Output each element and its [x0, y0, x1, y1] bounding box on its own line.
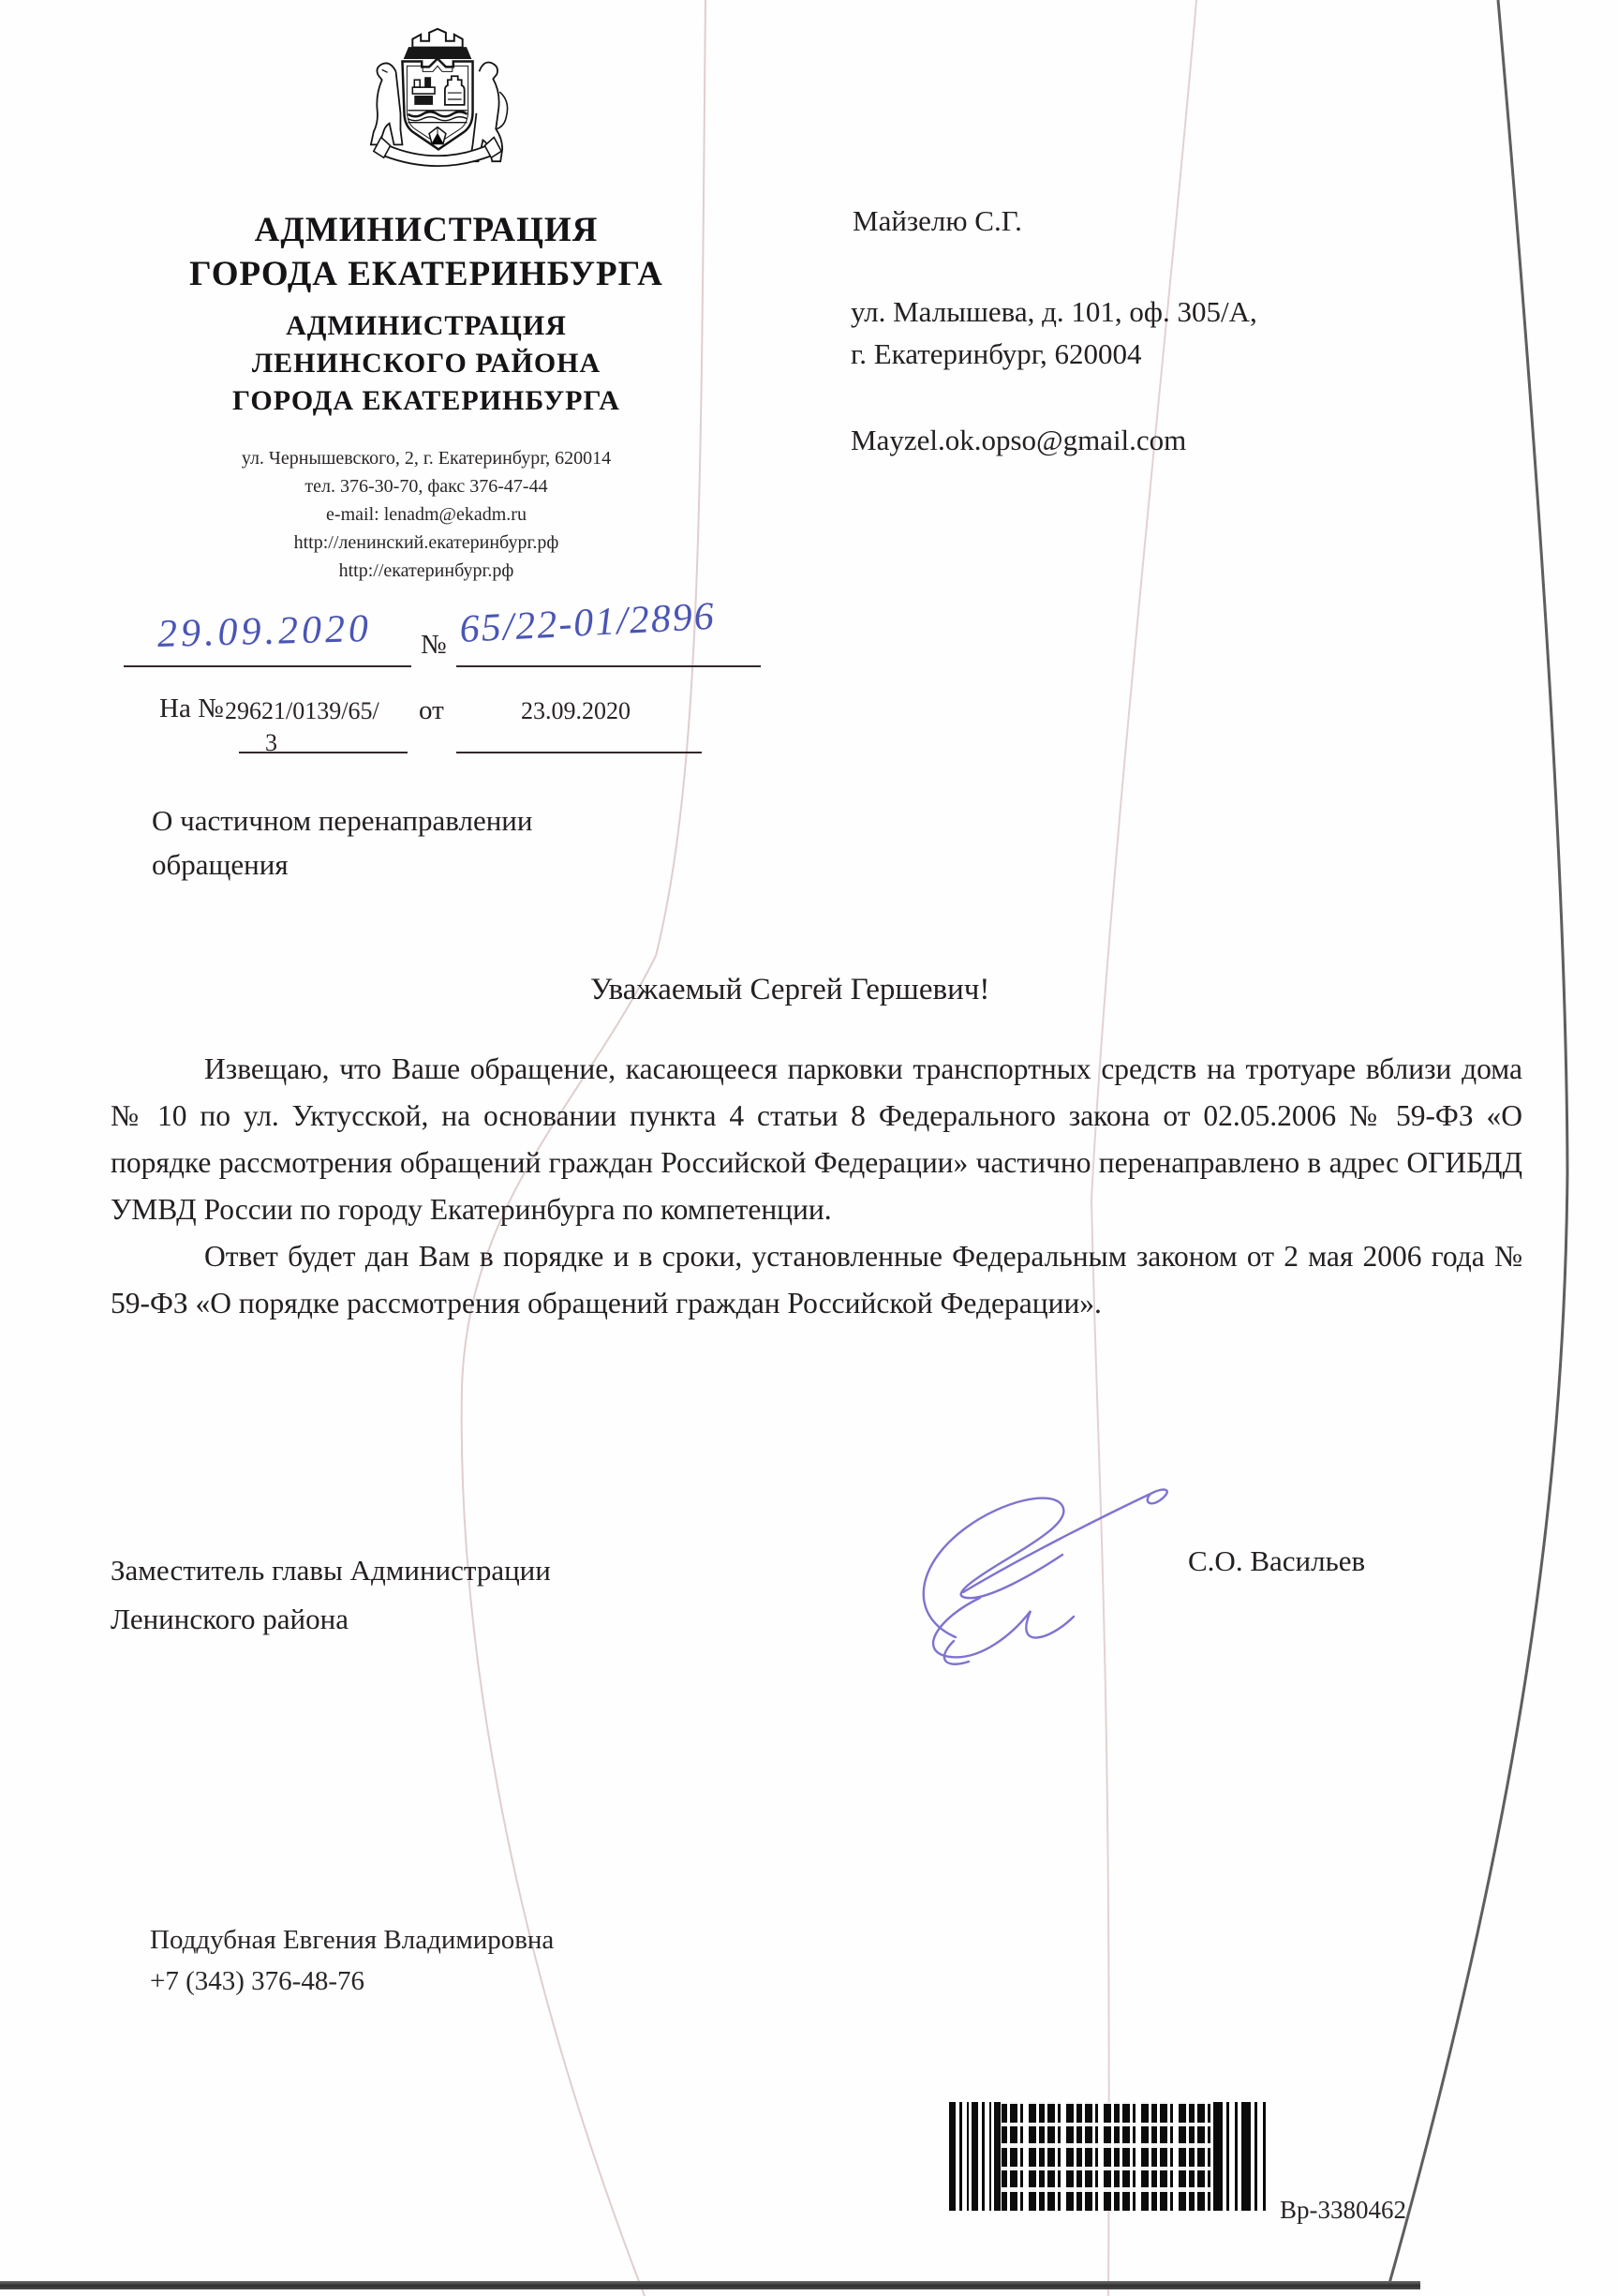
- incoming-ref-label: На №: [159, 693, 224, 723]
- number-sign-label: №: [421, 630, 447, 660]
- incoming-date: 23.09.2020: [521, 697, 631, 724]
- org-title-line1: АДМИНИСТРАЦИЯ: [254, 211, 599, 249]
- letterhead-phone-fax: тел. 376-30-70, факс 376-47-44: [304, 476, 548, 497]
- org-subtitle-line1: АДМИНИСТРАЦИЯ: [286, 310, 567, 341]
- recipient-address-line2: г. Екатеринбург, 620004: [851, 337, 1142, 370]
- subject-line2: обращения: [152, 848, 289, 881]
- org-subtitle-line3: ГОРОДА ЕКАТЕРИНБУРГА: [232, 385, 620, 416]
- barcode-label: Вр-3380462: [1280, 2196, 1406, 2224]
- incoming-number-line2: 3: [265, 729, 277, 756]
- incoming-number-underline: [239, 752, 408, 753]
- outgoing-date-underline: [124, 665, 411, 667]
- signer-name: С.О. Васильев: [1188, 1544, 1366, 1577]
- incoming-date-underline: [456, 752, 702, 753]
- from-label: от: [419, 695, 444, 725]
- letterhead-org-block: [75, 208, 778, 420]
- letterhead-email: e-mail: lenadm@ekadm.ru: [326, 504, 527, 525]
- salutation: Уважаемый Сергей Гершевич!: [590, 973, 990, 1006]
- recipient-email: Mayzel.ok.opso@gmail.com: [851, 424, 1187, 456]
- org-title-line2: ГОРОДА ЕКАТЕРИНБУРГА: [189, 255, 663, 293]
- recipient-address-line1: ул. Малышева, д. 101, оф. 305/А,: [851, 295, 1257, 328]
- letterhead-site-city: http://екатеринбург.рф: [338, 560, 514, 581]
- recipient-name: Майзелю С.Г.: [853, 204, 1022, 237]
- incoming-number-line1: 29621/0139/65/: [225, 697, 379, 724]
- letter-body: [111, 1046, 1522, 1327]
- subject-block: [152, 798, 532, 887]
- body-paragraph-1: Извещаю, что Ваше обращение, касающееся парковки транспортных средств на тротуаре вблизи дома № 10 по ул. Уктусской, на основании пункта 4 статьи 8 Федерального закона от 02.05.2006 № 59-ФЗ «О порядке рассмотрения обращений граждан Российской Федерации» частично перенаправлено в адрес ОГИБДД УМВД России по городу Екатеринбурга по компетенции.: [111, 1052, 1522, 1226]
- coat-of-arms-yekaterinburg-icon: [359, 26, 516, 169]
- body-paragraph-2: Ответ будет дан Вам в порядке и в сроки, установленные Федеральным законом от 2 мая 2006 года № 59-ФЗ «О порядке рассмотрения обращений граждан Российской Федерации».: [111, 1240, 1522, 1319]
- executor-phone: +7 (343) 376-48-76: [150, 1966, 364, 1996]
- signer-position-line2: Ленинского района: [111, 1603, 349, 1635]
- outgoing-date-handwritten: 29.09.2020: [156, 607, 373, 656]
- scan-bottom-edge: [0, 2281, 1420, 2289]
- signer-position: [111, 1546, 551, 1644]
- letterhead-site-district: http://ленинский.екатеринбург.рф: [293, 532, 559, 553]
- registration-barcode: [949, 2102, 1269, 2211]
- letterhead-address: ул. Чернышевского, 2, г. Екатеринбург, 620014: [241, 448, 612, 469]
- barcode-left-bars: [949, 2102, 1002, 2211]
- outgoing-number-underline: [456, 665, 761, 667]
- letterhead-contacts: [75, 444, 778, 585]
- handwritten-signature: [898, 1476, 1207, 1682]
- executor-block: [150, 1919, 554, 2002]
- outgoing-number-handwritten: 65/22-01/2896: [458, 594, 717, 652]
- signer-position-line1: Заместитель главы Администрации: [111, 1554, 551, 1587]
- org-subtitle-line2: ЛЕНИНСКОГО РАЙОНА: [251, 348, 601, 379]
- subject-line1: О частичном перенаправлении: [152, 804, 533, 837]
- barcode-2d-section: [1002, 2102, 1213, 2211]
- barcode-right-bars: [1213, 2102, 1269, 2211]
- executor-name: Поддубная Евгения Владимировна: [150, 1925, 555, 1955]
